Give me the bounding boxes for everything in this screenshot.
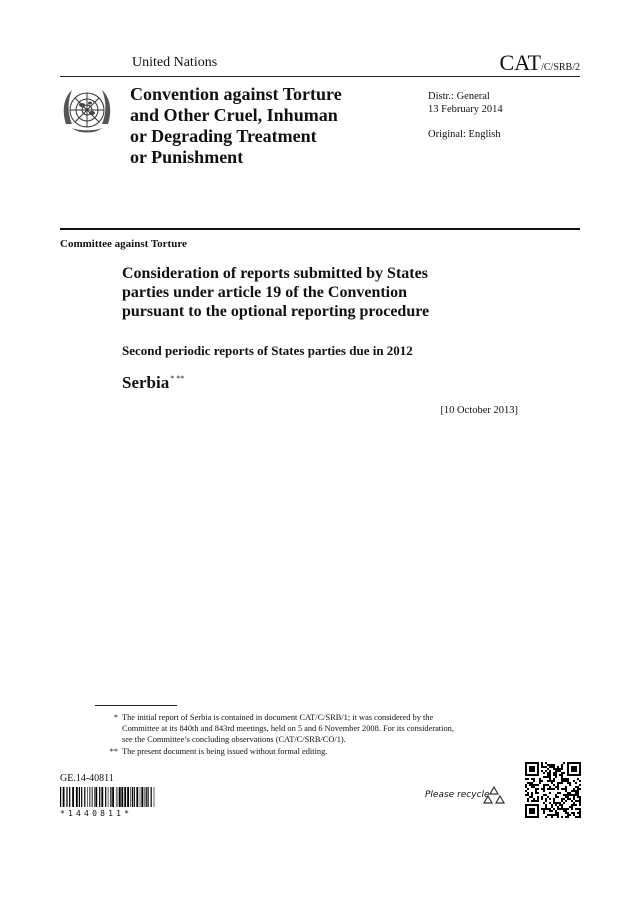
organization-name: United Nations [132, 55, 218, 70]
recycle-label: Please recycle [425, 790, 490, 800]
report-title: Consideration of reports submitted by States parties under article 19 of the Convention pursuant to the optional reporting procedure [122, 265, 430, 320]
report-subtitle: Second periodic reports of States parties due in 2012 [122, 343, 413, 358]
document-number: GE.14-40811 [60, 773, 114, 784]
footnote-2: ** The present document is being issued without formal editing. [109, 747, 328, 756]
footnote-rule [95, 705, 177, 706]
document-symbol: CAT/C/SRB/2 [499, 50, 580, 75]
barcode-text: *1440811* [60, 809, 133, 818]
section-rule [60, 228, 580, 230]
original-language: Original: English [428, 129, 501, 140]
country-heading: Serbia* ** [122, 373, 185, 392]
distribution-info: Distr.: General 13 February 2014 [428, 91, 503, 115]
header-rule [60, 76, 580, 77]
recycle-icon [483, 784, 505, 806]
barcode-icon [60, 787, 156, 807]
committee-name: Committee against Torture [60, 238, 187, 250]
submission-date: [10 October 2013] [440, 405, 518, 416]
qr-code-icon [525, 762, 581, 818]
convention-title: Convention against Torture and Other Cruel, Inhuman or Degrading Treatment or Punishment [130, 84, 342, 167]
un-emblem-icon [60, 84, 114, 140]
footnote-1: * The initial report of Serbia is contained in document CAT/C/SRB/1; it was considered by the Committee at its 840th and 843rd meetings, held on 5 and 6 November 2008. For its consideration, see the Committee’s concluding observations (CAT/C/SRB/CO/1). [113, 713, 454, 744]
